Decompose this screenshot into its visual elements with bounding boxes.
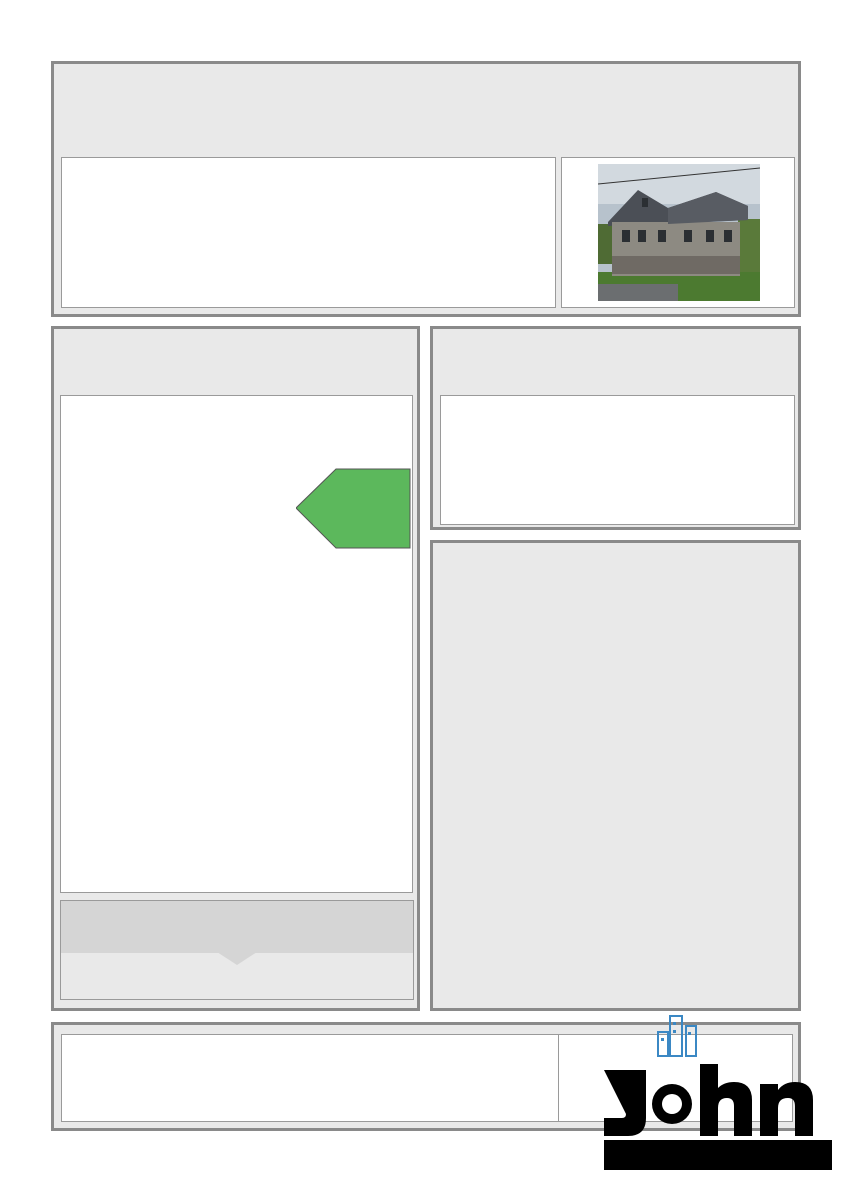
result-indicator xyxy=(296,468,412,549)
indicators-panel xyxy=(430,540,801,1011)
city-row xyxy=(78,203,174,217)
parcel-row xyxy=(78,228,174,242)
building-info xyxy=(61,157,556,308)
distribution-panel xyxy=(430,326,801,530)
street-row xyxy=(78,173,174,187)
result-arrow xyxy=(296,468,412,549)
contact-row xyxy=(80,1101,212,1113)
john-reality-logo xyxy=(600,1012,836,1174)
cert-row xyxy=(80,1075,212,1087)
classification-panel xyxy=(51,326,420,1011)
requirement-box xyxy=(60,900,414,1000)
specialist-row xyxy=(80,1049,212,1061)
footer-divider xyxy=(558,1035,559,1121)
building-photo-frame xyxy=(561,157,795,308)
class-scale xyxy=(60,395,413,893)
requirement-header xyxy=(61,901,413,953)
distribution-chart xyxy=(440,395,795,525)
area-row xyxy=(78,280,86,295)
requirement-chevron xyxy=(217,952,257,966)
building-photo xyxy=(598,164,760,301)
distribution-pie xyxy=(667,400,767,500)
header-panel xyxy=(51,61,801,317)
type-row xyxy=(78,254,174,268)
